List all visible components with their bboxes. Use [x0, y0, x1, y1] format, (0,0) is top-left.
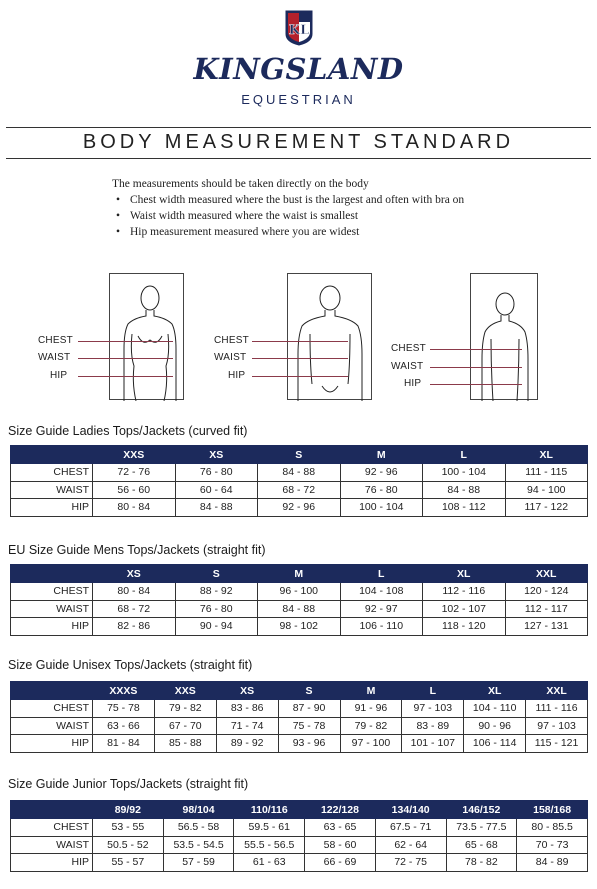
- table-cell: 71 - 74: [216, 717, 278, 735]
- row-label: CHEST: [11, 583, 93, 601]
- table-cell: 65 - 68: [446, 836, 517, 854]
- table-header-row: [11, 565, 588, 583]
- table-cell: 82 - 86: [93, 618, 176, 636]
- table-cell: 58 - 60: [305, 836, 376, 854]
- figure1-waist-label: WAIST: [38, 352, 71, 363]
- table-row: [11, 499, 588, 517]
- table-row: [11, 819, 588, 837]
- size-header: M: [340, 446, 423, 464]
- female-body-illustration: [110, 274, 185, 401]
- table-header-row: [11, 682, 588, 700]
- size-header: XXL: [526, 682, 588, 700]
- intro-bullet: • Hip measurement measured where you are widest: [112, 224, 464, 240]
- table-row: [11, 618, 588, 636]
- table-header-row: [11, 446, 588, 464]
- size-header: XS: [175, 446, 258, 464]
- size-header: 98/104: [163, 801, 234, 819]
- table-cell: 61 - 63: [234, 854, 305, 872]
- size-header: 110/116: [234, 801, 305, 819]
- table-cell: 97 - 103: [402, 700, 464, 718]
- row-label: WAIST: [11, 600, 93, 618]
- size-header: XXS: [93, 446, 176, 464]
- table-cell: 112 - 117: [505, 600, 588, 618]
- junior-table-title: Size Guide Junior Tops/Jackets (straight fit): [8, 777, 249, 791]
- figure2-waist-label: WAIST: [214, 352, 247, 363]
- table-cell: 111 - 115: [505, 464, 588, 482]
- table-row: [11, 600, 588, 618]
- table-cell: 68 - 72: [93, 600, 176, 618]
- table-cell: 94 - 100: [505, 481, 588, 499]
- table-cell: 83 - 89: [402, 717, 464, 735]
- table-row: [11, 836, 588, 854]
- table-cell: 53.5 - 54.5: [163, 836, 234, 854]
- table-cell: 91 - 96: [340, 700, 402, 718]
- brand-name: KINGSLAND: [193, 52, 404, 86]
- figure3-chest-label: CHEST: [391, 343, 426, 354]
- female-figure-frame: [109, 273, 184, 400]
- page-title: BODY MEASUREMENT STANDARD: [82, 131, 515, 153]
- figure3-chest-line: [430, 349, 522, 350]
- table-cell: 73.5 - 77.5: [446, 819, 517, 837]
- table-cell: 98 - 102: [258, 618, 341, 636]
- row-label: WAIST: [11, 836, 93, 854]
- table-cell: 85 - 88: [154, 735, 216, 753]
- size-header: S: [175, 565, 258, 583]
- junior-figure-frame: [470, 273, 538, 400]
- table-cell: 106 - 114: [464, 735, 526, 753]
- table-cell: 120 - 124: [505, 583, 588, 601]
- divider-top: [6, 127, 591, 128]
- figure2-chest-line: [252, 341, 348, 342]
- figure1-hip-label: HIP: [50, 370, 68, 381]
- table-cell: 56 - 60: [93, 481, 176, 499]
- table-cell: 106 - 110: [340, 618, 423, 636]
- table-cell: 89 - 92: [216, 735, 278, 753]
- size-header: XL: [464, 682, 526, 700]
- size-header: L: [402, 682, 464, 700]
- intro-bullet: • Waist width measured where the waist is smallest: [112, 208, 464, 224]
- table-cell: 84 - 88: [258, 600, 341, 618]
- row-label: HIP: [11, 735, 93, 753]
- table-row: [11, 700, 588, 718]
- table-cell: 97 - 100: [340, 735, 402, 753]
- size-header: L: [340, 565, 423, 583]
- table-cell: 84 - 89: [517, 854, 588, 872]
- table-row: [11, 583, 588, 601]
- table-cell: 50.5 - 52: [93, 836, 164, 854]
- table-cell: 60 - 64: [175, 481, 258, 499]
- row-label: HIP: [11, 854, 93, 872]
- row-label: HIP: [11, 618, 93, 636]
- table-cell: 66 - 69: [305, 854, 376, 872]
- table-cell: 56.5 - 58: [163, 819, 234, 837]
- table-cell: 118 - 120: [423, 618, 506, 636]
- table-row: [11, 464, 588, 482]
- size-header: XS: [93, 565, 176, 583]
- size-header: XXS: [154, 682, 216, 700]
- figure1-waist-line: [78, 358, 173, 359]
- table-cell: 92 - 96: [340, 464, 423, 482]
- ladies-size-table: [10, 445, 588, 517]
- table-cell: 104 - 108: [340, 583, 423, 601]
- header-corner: [11, 446, 93, 464]
- unisex-size-table: [10, 681, 588, 753]
- header-corner: [11, 801, 93, 819]
- table-cell: 78 - 82: [446, 854, 517, 872]
- table-cell: 83 - 86: [216, 700, 278, 718]
- table-cell: 75 - 78: [93, 700, 155, 718]
- figure2-hip-label: HIP: [228, 370, 246, 381]
- intro-bullets: [112, 192, 464, 240]
- table-cell: 111 - 116: [526, 700, 588, 718]
- row-label: CHEST: [11, 700, 93, 718]
- table-row: [11, 735, 588, 753]
- table-cell: 115 - 121: [526, 735, 588, 753]
- table-cell: 96 - 100: [258, 583, 341, 601]
- mens-table-title: EU Size Guide Mens Tops/Jackets (straight fit): [8, 543, 266, 557]
- table-cell: 88 - 92: [175, 583, 258, 601]
- table-cell: 108 - 112: [423, 499, 506, 517]
- figure3-hip-label: HIP: [404, 378, 422, 389]
- figure3-waist-line: [430, 367, 522, 368]
- table-cell: 112 - 116: [423, 583, 506, 601]
- size-header: XL: [423, 565, 506, 583]
- table-row: [11, 717, 588, 735]
- table-cell: 76 - 80: [175, 464, 258, 482]
- table-cell: 76 - 80: [340, 481, 423, 499]
- size-header: S: [258, 446, 341, 464]
- table-cell: 101 - 107: [402, 735, 464, 753]
- table-cell: 75 - 78: [278, 717, 340, 735]
- table-cell: 55.5 - 56.5: [234, 836, 305, 854]
- ladies-table-title: Size Guide Ladies Tops/Jackets (curved fit): [8, 424, 248, 438]
- table-cell: 53 - 55: [93, 819, 164, 837]
- size-header: S: [278, 682, 340, 700]
- brand-shield-logo: [285, 10, 313, 46]
- table-cell: 55 - 57: [93, 854, 164, 872]
- size-header: L: [423, 446, 506, 464]
- size-header: XS: [216, 682, 278, 700]
- table-cell: 127 - 131: [505, 618, 588, 636]
- table-cell: 93 - 96: [278, 735, 340, 753]
- table-cell: 79 - 82: [154, 700, 216, 718]
- table-cell: 84 - 88: [175, 499, 258, 517]
- table-cell: 70 - 73: [517, 836, 588, 854]
- intro-text: [112, 176, 464, 240]
- table-cell: 72 - 75: [375, 854, 446, 872]
- table-cell: 80 - 84: [93, 499, 176, 517]
- figure1-hip-line: [78, 376, 173, 377]
- table-cell: 57 - 59: [163, 854, 234, 872]
- unisex-table-title: Size Guide Unisex Tops/Jackets (straight fit): [8, 658, 253, 672]
- row-label: WAIST: [11, 717, 93, 735]
- junior-size-table: [10, 800, 588, 872]
- shield-initials: KL: [288, 23, 310, 38]
- size-header: XXL: [505, 565, 588, 583]
- figure2-chest-label: CHEST: [214, 335, 249, 346]
- header-corner: [11, 682, 93, 700]
- mens-size-table: [10, 564, 588, 636]
- size-header: 146/152: [446, 801, 517, 819]
- table-cell: 59.5 - 61: [234, 819, 305, 837]
- size-header: 122/128: [305, 801, 376, 819]
- table-cell: 84 - 88: [258, 464, 341, 482]
- male-body-illustration: [288, 274, 373, 401]
- size-header: 158/168: [517, 801, 588, 819]
- intro-lead: The measurements should be taken directly on the body: [112, 178, 369, 190]
- size-header: M: [340, 682, 402, 700]
- table-cell: 104 - 110: [464, 700, 526, 718]
- size-header: XL: [505, 446, 588, 464]
- brand-subtitle: EQUESTRIAN: [241, 92, 356, 107]
- table-cell: 63 - 65: [305, 819, 376, 837]
- size-header: 134/140: [375, 801, 446, 819]
- junior-body-illustration: [471, 274, 539, 401]
- table-cell: 63 - 66: [93, 717, 155, 735]
- table-row: [11, 854, 588, 872]
- table-cell: 90 - 96: [464, 717, 526, 735]
- row-label: WAIST: [11, 481, 93, 499]
- intro-bullet: • Chest width measured where the bust is the largest and often with bra on: [112, 192, 464, 208]
- table-header-row: [11, 801, 588, 819]
- male-figure-frame: [287, 273, 372, 400]
- row-label: HIP: [11, 499, 93, 517]
- table-cell: 67 - 70: [154, 717, 216, 735]
- divider-bottom: [6, 158, 591, 159]
- table-cell: 100 - 104: [340, 499, 423, 517]
- table-cell: 90 - 94: [175, 618, 258, 636]
- figure3-waist-label: WAIST: [391, 361, 424, 372]
- table-cell: 87 - 90: [278, 700, 340, 718]
- table-cell: 100 - 104: [423, 464, 506, 482]
- table-cell: 84 - 88: [423, 481, 506, 499]
- table-cell: 72 - 76: [93, 464, 176, 482]
- table-cell: 62 - 64: [375, 836, 446, 854]
- table-cell: 67.5 - 71: [375, 819, 446, 837]
- table-row: [11, 481, 588, 499]
- size-header: M: [258, 565, 341, 583]
- table-cell: 80 - 84: [93, 583, 176, 601]
- figure1-chest-label: CHEST: [38, 335, 73, 346]
- row-label: CHEST: [11, 819, 93, 837]
- table-cell: 81 - 84: [93, 735, 155, 753]
- table-cell: 92 - 97: [340, 600, 423, 618]
- table-cell: 68 - 72: [258, 481, 341, 499]
- table-cell: 79 - 82: [340, 717, 402, 735]
- figure1-chest-line: [78, 341, 173, 342]
- table-cell: 97 - 103: [526, 717, 588, 735]
- row-label: CHEST: [11, 464, 93, 482]
- table-cell: 76 - 80: [175, 600, 258, 618]
- table-cell: 80 - 85.5: [517, 819, 588, 837]
- figure3-hip-line: [430, 384, 522, 385]
- table-cell: 117 - 122: [505, 499, 588, 517]
- size-header: XXXS: [93, 682, 155, 700]
- figure2-waist-line: [252, 358, 348, 359]
- header-corner: [11, 565, 93, 583]
- size-header: 89/92: [93, 801, 164, 819]
- table-cell: 92 - 96: [258, 499, 341, 517]
- figure2-hip-line: [252, 376, 348, 377]
- table-cell: 102 - 107: [423, 600, 506, 618]
